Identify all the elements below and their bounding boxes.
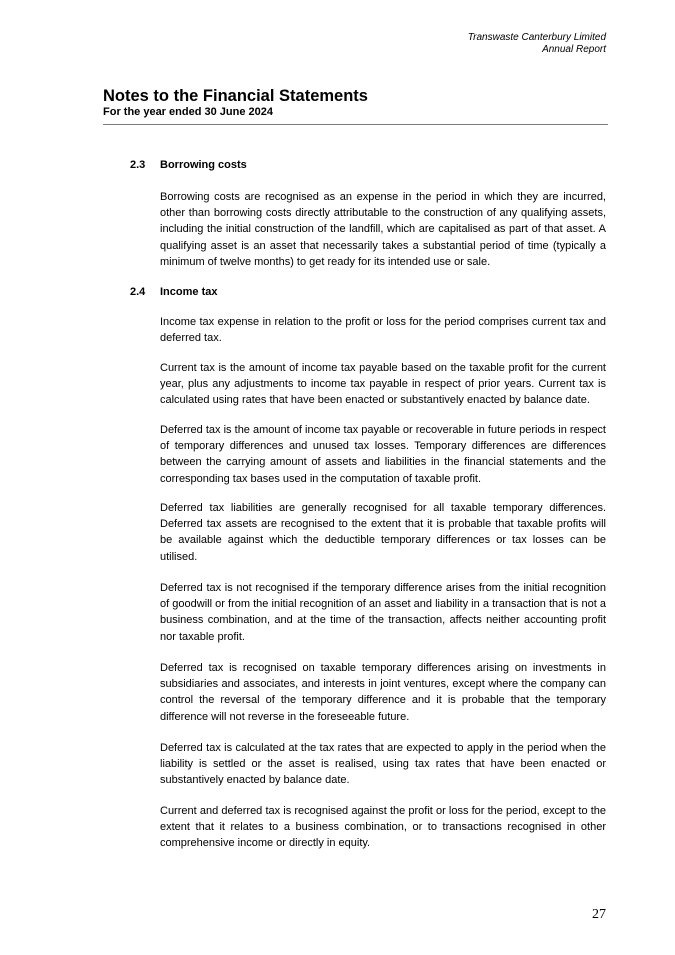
paragraph: Deferred tax liabilities are generally recognised for all taxable temporary differences. Deferred tax assets are recognised to the extent that it is probable that taxable profits will be available against which the deductible temporary differences or tax losses can be utilised.: [160, 502, 606, 563]
page-title: Notes to the Financial Statements: [103, 87, 368, 105]
section-heading-2-3: [130, 159, 606, 172]
section-number: 2.3: [130, 159, 146, 171]
paragraph: Deferred tax is calculated at the tax rates that are expected to apply in the period when the liability is settled or the asset is realised, using tax rates that have been enacted or substantively enacted by balance date.: [160, 742, 606, 787]
paragraph: Deferred tax is not recognised if the temporary difference arises from the initial recognition of goodwill or from the initial recognition of an asset and liability in a transaction that is not a business combination, and at the time of the transaction, affects neither accounting profit nor taxable profit.: [160, 582, 606, 643]
paragraph: Current and deferred tax is recognised against the profit or loss for the period, except to the extent that it relates to a business combination, or to transactions recognised in other comprehensive income or directly in equity.: [160, 805, 606, 850]
page-subtitle: For the year ended 30 June 2024: [103, 106, 273, 118]
section-number: 2.4: [130, 286, 146, 298]
paragraph: Deferred tax is the amount of income tax payable or recoverable in future periods in respect of temporary differences and unused tax losses. Temporary differences are differences between the carrying amount of assets and liabilities in the financial statements and the corresponding tax bases used in the computation of taxable profit.: [160, 424, 606, 485]
report-name: Annual Report: [542, 44, 606, 55]
paragraph: Current tax is the amount of income tax payable based on the taxable profit for the current year, plus any adjustments to income tax payable in respect of prior years. Current tax is calculated using rates that have been enacted or substantively enacted by balance date.: [160, 362, 606, 407]
report-header: [468, 32, 606, 56]
paragraph: Income tax expense in relation to the profit or loss for the period comprises current tax and deferred tax.: [160, 316, 606, 345]
section-title: Income tax: [160, 286, 218, 298]
header-divider: [103, 124, 608, 125]
company-name: Transwaste Canterbury Limited: [467, 32, 606, 43]
paragraph: Borrowing costs are recognised as an expense in the period in which they are incurred, other than borrowing costs directly attributable to the construction of any qualifying assets, including the initial construction of the landfill, which are capitalised as part of that asset. A qualifying asset is an asset that necessarily takes a substantial period of time (typically a minimum of twelve months) to get ready for its intended use or sale.: [160, 191, 606, 268]
section-heading-2-4: [130, 286, 606, 299]
paragraph: Deferred tax is recognised on taxable temporary differences arising on investments in subsidiaries and associates, and interests in joint ventures, except where the company can control the reversal of the temporary difference and it is probable that the temporary difference will not reverse in the foreseeable future.: [160, 662, 606, 723]
title-block: [103, 87, 368, 119]
page-number: 27: [592, 907, 606, 922]
section-title: Borrowing costs: [160, 159, 247, 171]
